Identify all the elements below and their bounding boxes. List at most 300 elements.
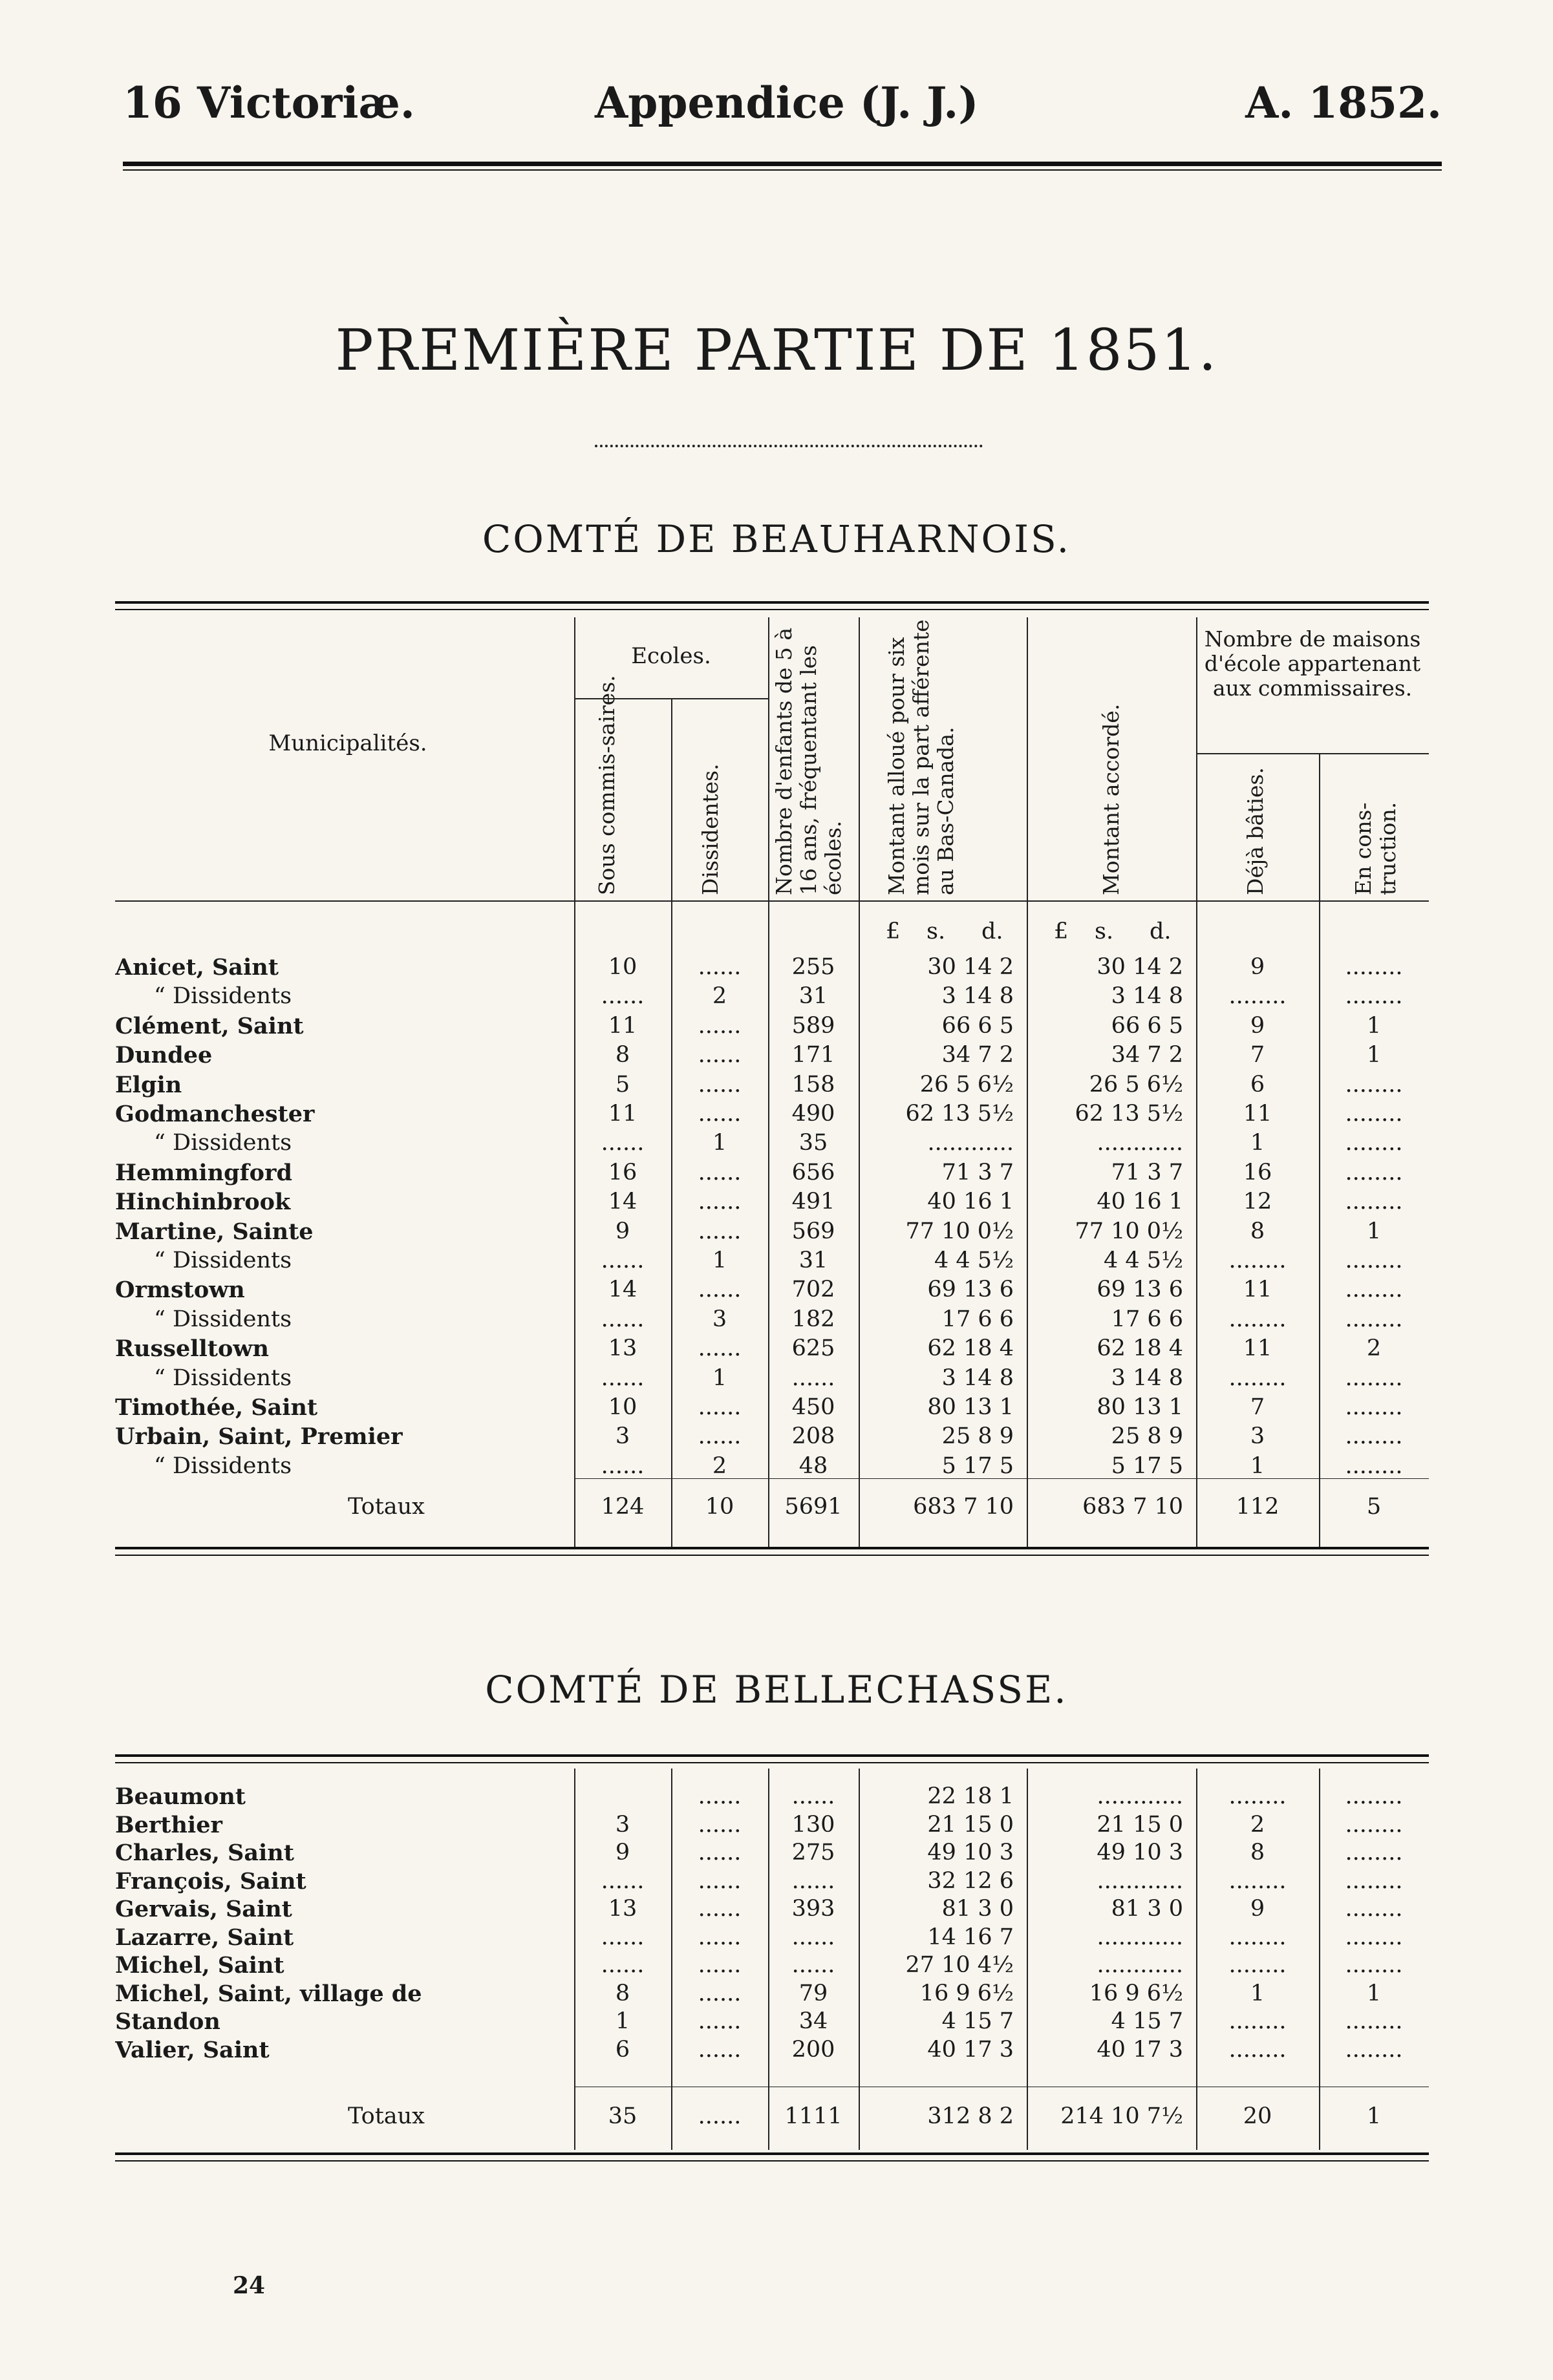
cell-sous: 14	[608, 1277, 637, 1303]
cell-constr: 1	[1366, 1980, 1382, 2006]
cell-diss: ......	[698, 1042, 742, 1068]
cell-diss: ......	[698, 1071, 742, 1098]
cell-accorde: 26 5 6½	[1089, 1071, 1183, 1098]
cell-constr: 1	[1366, 1042, 1382, 1068]
col-header-montant-alloue: Montant alloué pour six mois sur la part afférente au Bas-Canada.	[884, 619, 958, 895]
cell-alloue: 66 6 5	[941, 1012, 1014, 1039]
bellechasse-table	[115, 1763, 1429, 2151]
cell-alloue: 3 14 8	[941, 1365, 1014, 1391]
cell-diss: ......	[698, 1896, 742, 1922]
cell-sous: 11	[608, 1101, 637, 1127]
cell-accorde: 21 15 0	[1097, 1811, 1183, 1838]
cell-sous: 11	[608, 1012, 637, 1039]
table-row	[115, 1839, 1429, 1867]
totals-row	[115, 1493, 1429, 1521]
cell-diss: 3	[712, 1306, 727, 1332]
cell-enfants: 31	[798, 983, 828, 1010]
cell-enfants: 79	[798, 1980, 828, 2006]
cell-constr: ........	[1345, 2036, 1403, 2063]
cell-baties: 11	[1243, 1277, 1272, 1303]
cell-sous: 5	[615, 1071, 630, 1098]
cell-alloue: 312 8 2	[927, 2103, 1014, 2129]
cell-enfants: 393	[791, 1896, 835, 1922]
beauharnois-table	[115, 611, 1429, 1542]
alloue-shilling: s.	[926, 919, 946, 944]
municipality-name: Anicet, Saint	[115, 954, 279, 981]
cell-alloue: 40 17 3	[927, 2036, 1014, 2063]
cell-baties: 9	[1250, 954, 1265, 980]
cell-diss: ......	[698, 2008, 742, 2034]
table-row	[115, 1218, 1429, 1246]
cell-accorde: 25 8 9	[1111, 1423, 1183, 1450]
cell-constr: ........	[1345, 1783, 1403, 1809]
cell-diss: ......	[698, 1335, 742, 1362]
cell-accorde: 40 16 1	[1097, 1189, 1183, 1215]
cell-enfants: 275	[791, 1840, 835, 1865]
cell-accorde: 80 13 1	[1097, 1394, 1183, 1420]
cell-baties: 11	[1243, 1101, 1272, 1127]
accorde-penny: d.	[1150, 919, 1172, 944]
table-bottom-rule	[115, 1547, 1429, 1556]
table-row	[115, 1306, 1429, 1333]
cell-diss: 2	[712, 983, 727, 1010]
cell-alloue: 62 13 5½	[905, 1101, 1014, 1127]
col-header-en-construction: En cons-truction.	[1351, 802, 1400, 895]
cell-sous: 1	[615, 2008, 630, 2034]
cell-constr: ........	[1345, 1423, 1403, 1450]
cell-accorde: 81 3 0	[1111, 1896, 1183, 1922]
municipality-name: Clément, Saint	[115, 1012, 304, 1039]
cell-accorde: 49 10 3	[1097, 1840, 1183, 1865]
municipality-name: Godmanchester	[115, 1101, 315, 1127]
cell-constr: ........	[1345, 1896, 1403, 1922]
col-header-montant-accorde: Montant accordé.	[1098, 703, 1124, 895]
cell-baties: ........	[1228, 2036, 1287, 2063]
cell-baties: 7	[1250, 1042, 1265, 1068]
cell-sous: 124	[601, 1494, 645, 1520]
cell-accorde: 3 14 8	[1111, 1365, 1183, 1391]
cell-constr: ........	[1345, 1101, 1403, 1127]
cell-baties: 8	[1250, 1840, 1265, 1865]
municipality-name: “ Dissidents	[154, 1248, 292, 1273]
table-row	[115, 1423, 1429, 1450]
cell-sous: 8	[615, 1042, 630, 1068]
col-header-ecoles: Ecoles.	[631, 643, 711, 669]
cell-baties: 11	[1243, 1335, 1272, 1362]
totals-label: Totaux	[348, 2103, 425, 2129]
cell-enfants: 48	[798, 1452, 828, 1479]
cell-alloue: 3 14 8	[941, 983, 1014, 1010]
cell-accorde: 69 13 6	[1097, 1277, 1183, 1303]
cell-diss: ......	[698, 1159, 742, 1185]
cell-constr: 5	[1366, 1494, 1382, 1520]
cell-constr: ........	[1345, 1365, 1403, 1391]
cell-enfants: 491	[791, 1189, 835, 1215]
cell-diss: ......	[698, 1952, 742, 1978]
accorde-shilling: s.	[1095, 919, 1114, 944]
cell-sous: 6	[615, 2036, 630, 2063]
cell-diss: ......	[698, 1783, 742, 1809]
county-title-beauharnois: COMTÉ DE BEAUHARNOIS.	[482, 517, 1071, 561]
cell-enfants: 35	[798, 1130, 828, 1156]
municipality-name: Standon	[115, 2008, 220, 2035]
municipality-name: Beaumont	[115, 1783, 246, 1810]
table-row	[115, 1335, 1429, 1363]
cell-constr: ........	[1345, 1811, 1403, 1838]
municipality-name: Dundee	[115, 1042, 213, 1069]
cell-enfants: 5691	[784, 1494, 842, 1520]
alloue-penny: d.	[981, 919, 1003, 944]
cell-diss: ......	[698, 1394, 742, 1420]
cell-enfants: 589	[791, 1012, 835, 1039]
part-title: PREMIÈRE PARTIE DE 1851.	[335, 317, 1218, 383]
cell-alloue: 30 14 2	[927, 954, 1014, 980]
table-row	[115, 2036, 1429, 2064]
municipality-name: Charles, Saint	[115, 1840, 294, 1866]
cell-alloue: 17 6 6	[941, 1306, 1014, 1332]
table-row	[115, 1980, 1429, 2008]
cell-accorde: 62 13 5½	[1075, 1101, 1183, 1127]
cell-constr: ........	[1345, 1394, 1403, 1420]
cell-enfants: 569	[791, 1218, 835, 1244]
cell-diss: ......	[698, 1218, 742, 1244]
cell-sous: 16	[608, 1159, 637, 1185]
cell-enfants: ......	[791, 1924, 835, 1950]
municipality-name: François, Saint	[115, 1867, 306, 1895]
cell-accorde: ............	[1097, 1924, 1183, 1950]
table-row	[115, 1188, 1429, 1216]
cell-enfants: 182	[791, 1306, 835, 1332]
col-header-deja-baties: Déjà bâties.	[1243, 767, 1268, 895]
cell-baties: 1	[1250, 1980, 1265, 2006]
money-units-row	[115, 918, 1429, 946]
cell-sous: ......	[601, 1867, 645, 1894]
table-row	[115, 1867, 1429, 1895]
cell-baties: ........	[1228, 1306, 1287, 1332]
table-top-rule	[115, 1754, 1429, 1763]
cell-enfants: 208	[791, 1423, 835, 1450]
cell-constr: ........	[1345, 1924, 1403, 1950]
cell-accorde: ............	[1097, 1130, 1183, 1156]
table-row	[115, 1365, 1429, 1392]
cell-enfants: 255	[791, 954, 835, 980]
alloue-pound: £	[886, 919, 901, 944]
table-row	[115, 1041, 1429, 1069]
cell-baties: 2	[1250, 1811, 1265, 1838]
municipality-name: Elgin	[115, 1071, 182, 1098]
cell-enfants: 31	[798, 1248, 828, 1273]
cell-enfants: 656	[791, 1159, 835, 1185]
cell-diss: 2	[712, 1452, 727, 1479]
cell-constr: ........	[1345, 954, 1403, 980]
cell-constr: ........	[1345, 983, 1403, 1010]
cell-enfants: ......	[791, 1952, 835, 1978]
cell-constr: 1	[1366, 2103, 1382, 2129]
col-header-sous-commissaires: Sous commis-saires.	[594, 675, 619, 895]
cell-sous: ......	[601, 1248, 645, 1273]
cell-constr: ........	[1345, 1277, 1403, 1303]
municipality-name: “ Dissidents	[154, 1306, 292, 1332]
running-head	[123, 78, 1442, 136]
cell-sous: 3	[615, 1811, 630, 1838]
cell-constr: ........	[1345, 1840, 1403, 1865]
table-row	[115, 1951, 1429, 1979]
cell-diss: 10	[705, 1494, 734, 1520]
municipality-name: Michel, Saint, village de	[115, 1980, 422, 2007]
accorde-pound: £	[1054, 919, 1069, 944]
cell-enfants: 625	[791, 1335, 835, 1362]
municipality-name: Lazarre, Saint	[115, 1924, 294, 1951]
cell-alloue: 77 10 0½	[905, 1218, 1014, 1244]
cell-alloue: 40 16 1	[927, 1189, 1014, 1215]
table-row	[115, 1247, 1429, 1275]
header-session: 16 Victoriæ.	[123, 78, 415, 128]
col-header-maisons: Nombre de maisons d'école appartenant aux commissaires.	[1204, 626, 1421, 701]
cell-enfants: ......	[791, 1783, 835, 1809]
header-appendix: Appendice (J. J.)	[595, 78, 979, 128]
totals-row	[115, 2103, 1429, 2130]
cell-accorde: 71 3 7	[1111, 1159, 1183, 1185]
cell-baties: 16	[1243, 1159, 1272, 1185]
col-header-nombre-enfants: Nombre d'enfants de 5 à 16 ans, fréquentant les écoles.	[771, 627, 846, 895]
header-year: A. 1852.	[1245, 78, 1442, 128]
cell-diss: 1	[712, 1248, 727, 1273]
cell-baties: 9	[1250, 1012, 1265, 1039]
municipality-name: Valier, Saint	[115, 2036, 270, 2063]
cell-diss: ......	[698, 1277, 742, 1303]
cell-enfants: 171	[791, 1042, 835, 1068]
cell-sous: 9	[615, 1840, 630, 1865]
cell-accorde: ............	[1097, 1867, 1183, 1894]
cell-accorde: 4 15 7	[1111, 2008, 1183, 2034]
municipality-name: “ Dissidents	[154, 1365, 292, 1391]
header-rule-thin	[123, 169, 1442, 171]
cell-accorde: 40 17 3	[1097, 2036, 1183, 2063]
table-row	[115, 2008, 1429, 2035]
cell-enfants: 158	[791, 1071, 835, 1098]
cell-alloue: 32 12 6	[927, 1867, 1014, 1894]
cell-constr: ........	[1345, 1189, 1403, 1215]
cell-accorde: 3 14 8	[1111, 983, 1183, 1010]
table-bottom-rule	[115, 2152, 1429, 2162]
cell-accorde: 34 7 2	[1111, 1042, 1183, 1068]
cell-diss: ......	[698, 2036, 742, 2063]
municipality-name: Hemmingford	[115, 1159, 292, 1186]
cell-enfants: 130	[791, 1811, 835, 1838]
table-row	[115, 1394, 1429, 1421]
cell-alloue: 62 18 4	[927, 1335, 1014, 1362]
cell-accorde: ............	[1097, 1783, 1183, 1809]
cell-diss: ......	[698, 1423, 742, 1450]
municipality-name: “ Dissidents	[154, 1130, 292, 1156]
cell-enfants: 200	[791, 2036, 835, 2063]
municipality-name: Martine, Sainte	[115, 1218, 314, 1245]
cell-diss: ......	[698, 2103, 742, 2129]
cell-alloue: 4 4 5½	[934, 1248, 1014, 1273]
cell-enfants: 1111	[784, 2103, 842, 2129]
table-row	[115, 1012, 1429, 1040]
municipality-name: Russelltown	[115, 1335, 269, 1363]
cell-baties: 20	[1243, 2103, 1272, 2129]
cell-sous: 13	[608, 1335, 637, 1362]
table-row	[115, 1783, 1429, 1811]
cell-alloue: 49 10 3	[927, 1840, 1014, 1865]
header-rule	[123, 162, 1442, 166]
totals-label: Totaux	[348, 1494, 425, 1520]
cell-baties: 3	[1250, 1423, 1265, 1450]
cell-accorde: 16 9 6½	[1089, 1980, 1183, 2006]
cell-accorde: 66 6 5	[1111, 1012, 1183, 1039]
cell-alloue: 71 3 7	[941, 1159, 1014, 1185]
cell-constr: ........	[1345, 1071, 1403, 1098]
cell-diss: ......	[698, 1924, 742, 1950]
municipality-name: Timothée, Saint	[115, 1394, 318, 1421]
title-dotted-rule	[595, 445, 983, 447]
cell-constr: ........	[1345, 1306, 1403, 1332]
municipality-name: “ Dissidents	[154, 983, 292, 1010]
cell-alloue: 26 5 6½	[919, 1071, 1014, 1098]
cell-diss: ......	[698, 1867, 742, 1894]
cell-baties: 112	[1236, 1494, 1280, 1520]
cell-baties: 7	[1250, 1394, 1265, 1420]
cell-constr: ........	[1345, 1248, 1403, 1273]
county-title-bellechasse: COMTÉ DE BELLECHASSE.	[485, 1668, 1068, 1712]
cell-constr: ........	[1345, 1452, 1403, 1479]
table-row	[115, 1129, 1429, 1157]
cell-diss: ......	[698, 1840, 742, 1865]
cell-baties: ........	[1228, 1365, 1287, 1391]
cell-alloue: 27 10 4½	[905, 1952, 1014, 1978]
cell-baties: ........	[1228, 983, 1287, 1010]
municipality-name: Urbain, Saint, Premier	[115, 1423, 403, 1450]
cell-baties: 1	[1250, 1130, 1265, 1156]
table-row	[115, 1895, 1429, 1923]
cell-alloue: 5 17 5	[941, 1452, 1014, 1479]
cell-sous: 10	[608, 1394, 637, 1420]
municipality-name: Berthier	[115, 1811, 222, 1838]
cell-constr: 1	[1366, 1012, 1382, 1039]
cell-baties: 1	[1250, 1452, 1265, 1479]
cell-constr: 2	[1366, 1335, 1382, 1362]
cell-baties: ........	[1228, 1924, 1287, 1950]
cell-alloue: 22 18 1	[927, 1783, 1014, 1809]
cell-sous: 3	[615, 1423, 630, 1450]
cell-baties: ........	[1228, 1952, 1287, 1978]
cell-enfants: 702	[791, 1277, 835, 1303]
table-row	[115, 1100, 1429, 1128]
cell-diss: ......	[698, 1980, 742, 2006]
cell-baties: 9	[1250, 1896, 1265, 1922]
cell-enfants: 450	[791, 1394, 835, 1420]
cell-sous: 9	[615, 1218, 630, 1244]
cell-alloue: 14 16 7	[927, 1924, 1014, 1950]
cell-constr: ........	[1345, 1130, 1403, 1156]
municipality-name: Michel, Saint	[115, 1952, 284, 1979]
cell-diss: ......	[698, 1811, 742, 1838]
cell-sous: 14	[608, 1189, 637, 1215]
cell-diss: ......	[698, 1012, 742, 1039]
cell-accorde: 30 14 2	[1097, 954, 1183, 980]
municipality-name: Gervais, Saint	[115, 1896, 292, 1922]
cell-sous: ......	[601, 983, 645, 1010]
cell-sous: 8	[615, 1980, 630, 2006]
table-top-rule	[115, 601, 1429, 610]
cell-accorde: ............	[1097, 1952, 1183, 1978]
table-row	[115, 983, 1429, 1010]
cell-diss: 1	[712, 1130, 727, 1156]
cell-constr: ........	[1345, 1952, 1403, 1978]
cell-enfants: ......	[791, 1867, 835, 1894]
cell-alloue: 683 7 10	[913, 1494, 1014, 1520]
table-row	[115, 1452, 1429, 1480]
cell-alloue: 81 3 0	[941, 1896, 1014, 1922]
cell-alloue: 21 15 0	[927, 1811, 1014, 1838]
cell-constr: 1	[1366, 1218, 1382, 1244]
table-row	[115, 1159, 1429, 1187]
table-row	[115, 1071, 1429, 1099]
cell-diss: ......	[698, 1189, 742, 1215]
table-row	[115, 1924, 1429, 1951]
cell-sous: ......	[601, 1452, 645, 1479]
cell-baties: ........	[1228, 1248, 1287, 1273]
cell-constr: ........	[1345, 1867, 1403, 1894]
municipality-name: “ Dissidents	[154, 1452, 292, 1479]
cell-accorde: 214 10 7½	[1060, 2103, 1183, 2129]
cell-enfants: 490	[791, 1101, 835, 1127]
cell-alloue: 69 13 6	[927, 1277, 1014, 1303]
cell-baties: 8	[1250, 1218, 1265, 1244]
cell-sous: ......	[601, 1306, 645, 1332]
cell-sous: 35	[608, 2103, 637, 2129]
municipality-name: Ormstown	[115, 1277, 245, 1304]
cell-alloue: 34 7 2	[941, 1042, 1014, 1068]
cell-alloue: 4 15 7	[941, 2008, 1014, 2034]
cell-constr: ........	[1345, 1159, 1403, 1185]
cell-alloue: 25 8 9	[941, 1423, 1014, 1450]
cell-baties: ........	[1228, 1867, 1287, 1894]
cell-accorde: 4 4 5½	[1104, 1248, 1183, 1273]
cell-enfants: 34	[798, 2008, 828, 2034]
header-bottom-rule	[115, 900, 1429, 902]
cell-accorde: 683 7 10	[1082, 1494, 1183, 1520]
page-folio: 24	[233, 2272, 266, 2299]
cell-constr: ........	[1345, 2008, 1403, 2034]
cell-enfants: ......	[791, 1365, 835, 1391]
cell-baties: ........	[1228, 1783, 1287, 1809]
cell-diss: ......	[698, 954, 742, 980]
cell-sous: ......	[601, 1130, 645, 1156]
cell-baties: 12	[1243, 1189, 1272, 1215]
cell-sous: ......	[601, 1952, 645, 1978]
municipality-name: Hinchinbrook	[115, 1189, 291, 1216]
cell-diss: ......	[698, 1101, 742, 1127]
cell-sous: ......	[601, 1365, 645, 1391]
cell-alloue: 16 9 6½	[919, 1980, 1014, 2006]
cell-accorde: 5 17 5	[1111, 1452, 1183, 1479]
col-header-dissidentes: Dissidentes.	[698, 763, 723, 895]
cell-accorde: 77 10 0½	[1075, 1218, 1183, 1244]
table-row	[115, 953, 1429, 981]
table-row	[115, 1276, 1429, 1304]
cell-baties: 6	[1250, 1071, 1265, 1098]
cell-baties: ........	[1228, 2008, 1287, 2034]
cell-alloue: ............	[927, 1130, 1014, 1156]
cell-sous: 13	[608, 1896, 637, 1922]
table-row	[115, 1811, 1429, 1839]
cell-accorde: 17 6 6	[1111, 1306, 1183, 1332]
col-header-municipalites: Municipalités.	[268, 730, 427, 756]
cell-alloue: 80 13 1	[927, 1394, 1014, 1420]
